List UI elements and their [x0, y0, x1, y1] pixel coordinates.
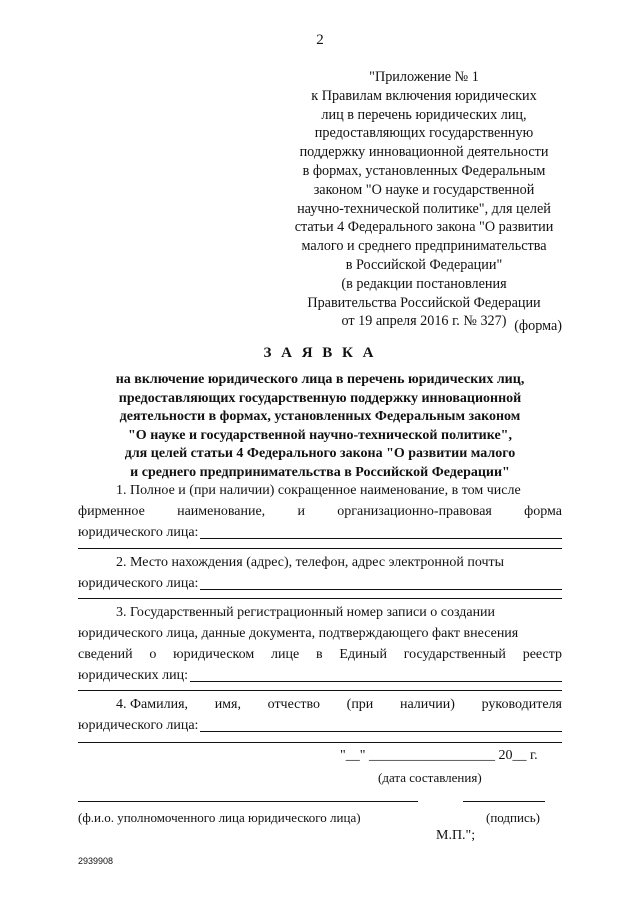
item-4-word: отчество [267, 697, 321, 712]
item-3-field-label: юридических лиц: [78, 668, 189, 683]
date-caption: (дата составления) [378, 770, 482, 785]
appendix-line: (в редакции постановления [341, 275, 507, 292]
item-4-field-label: юридического лица: [78, 718, 199, 733]
item-4-word: (при [346, 697, 374, 712]
appendix-line: в формах, установленных Федеральным [302, 162, 546, 179]
appendix-line: законом "О науке и государственной [313, 181, 535, 198]
date-quote-close: " [359, 748, 366, 763]
appendix-line: "Приложение № 1 [369, 69, 479, 85]
date-field [340, 748, 562, 764]
item-1-word: наименование, [177, 504, 266, 519]
appendix-line: малого и среднего предпринимательства [301, 238, 547, 255]
subtitle-line: и среднего предпринимательства в Российской Федерации" [130, 464, 510, 480]
item-4-line-2 [78, 715, 562, 736]
subtitle-line: деятельности в формах, установленных Федеральным законом [119, 409, 521, 425]
appendix-line: к Правилам включения юридических [311, 87, 537, 104]
person-caption: (ф.и.о. уполномоченного лица юридического лица) [78, 810, 361, 825]
form-label: (форма) [514, 318, 562, 334]
item-4-word: имя, [214, 697, 241, 712]
date-quote-open: " [340, 748, 346, 763]
signature-line[interactable] [463, 801, 545, 802]
item-1-fill-blank[interactable] [200, 524, 562, 539]
item-4-fill-blank[interactable] [200, 717, 562, 732]
item-3-line-4 [78, 665, 562, 686]
appendix-line: поддержку инновационной деятельности [299, 144, 549, 161]
footer-code: 2939908 [78, 856, 114, 866]
item-2-field-label: юридического лица: [78, 576, 199, 591]
item-1 [78, 480, 562, 543]
document-subtitle [78, 371, 562, 483]
stamp-place: М.П."; [436, 828, 476, 843]
item-3-fill-blank[interactable] [190, 667, 562, 682]
document-title: З А Я В К А [263, 345, 377, 361]
page-number: 2 [316, 32, 324, 48]
item-3-line-2: юридического лица, данные документа, подтверждающего факт внесения [78, 626, 519, 641]
item-1-line-2 [78, 501, 562, 522]
appendix-line: от 19 апреля 2016 г. № 327) [341, 313, 507, 330]
subtitle-line: на включение юридического лица в перечень юридических лиц, [115, 372, 525, 387]
item-1-word: и [297, 504, 305, 519]
subtitle-line: "О науке и государственной научно-технической политике", [128, 427, 512, 443]
item-1-word: организационно-правовая [337, 504, 492, 519]
item-2-line-2 [78, 573, 562, 594]
item-3-line-1: 3. Государственный регистрационный номер записи о создании [116, 605, 496, 620]
appendix-line: в Российской Федерации" [345, 256, 503, 273]
item-1-word: фирменное [78, 504, 145, 519]
appendix-line: статьи 4 Федерального закона "О развитии [294, 219, 554, 236]
appendix-line: лиц в перечень юридических лиц, [321, 106, 527, 123]
signature-caption: (подпись) [486, 810, 540, 825]
item-2-extra-line[interactable] [78, 598, 562, 599]
item-4-word: 4. Фамилия, [116, 697, 189, 712]
appendix-line: предоставляющих государственную [314, 125, 534, 142]
item-1-line-1: 1. Полное и (при наличии) сокращенное наименование, в том числе [116, 483, 521, 498]
item-3-extra-line[interactable] [78, 690, 562, 691]
item-1-line-3 [78, 522, 562, 543]
item-1-field-label: юридического лица: [78, 525, 199, 540]
item-3-line-3: сведений о юридическом лице в Единый государственный реестр [78, 647, 562, 662]
item-4-extra-line[interactable] [78, 742, 562, 743]
date-month-blank[interactable]: __________________ [368, 748, 495, 763]
subtitle-line: для целей статьи 4 Федерального закона "О развитии малого [124, 446, 516, 462]
date-day-blank[interactable]: __ [345, 748, 360, 763]
person-name-line[interactable] [78, 801, 418, 802]
item-4-word: наличии) [399, 697, 455, 712]
appendix-line: Правительства Российской Федерации [307, 294, 541, 311]
item-4-word: руководителя [481, 697, 562, 712]
item-1-extra-line[interactable] [78, 548, 562, 549]
item-2 [78, 552, 562, 594]
item-3 [78, 602, 562, 686]
item-4 [78, 694, 562, 736]
subtitle-line: предоставляющих государственную поддержку инновационной [118, 390, 522, 406]
item-2-fill-blank[interactable] [200, 575, 562, 590]
appendix-line: научно-технической политике", для целей [297, 200, 551, 217]
appendix-header [282, 68, 566, 331]
item-1-word: форма [524, 504, 562, 519]
item-2-line-1: 2. Место нахождения (адрес), телефон, адрес электронной почты [116, 555, 505, 570]
item-4-line-1 [78, 694, 562, 715]
date-year[interactable]: 20__ г. [498, 748, 538, 763]
